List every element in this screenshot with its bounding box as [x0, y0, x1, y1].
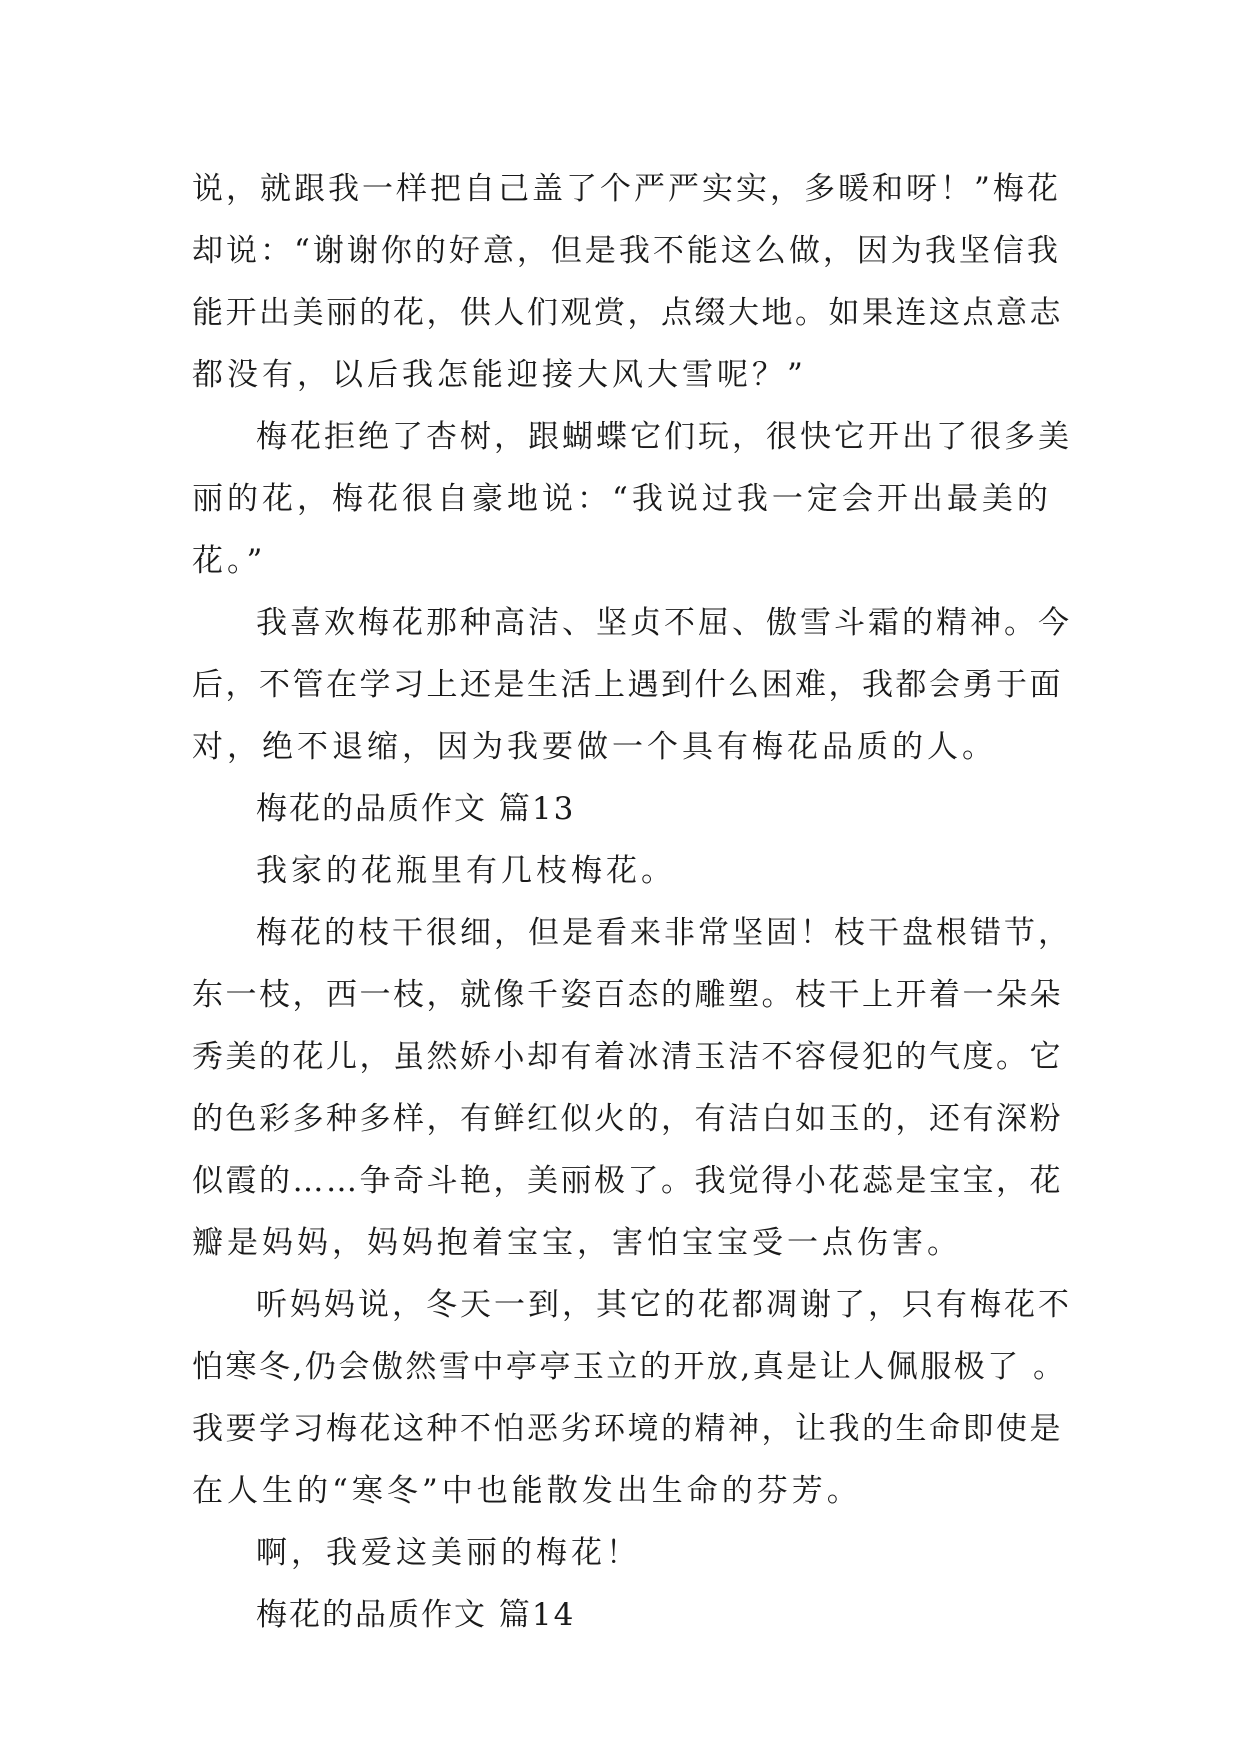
text-line: 瓣是妈妈，妈妈抱着宝宝，害怕宝宝受一点伤害。 [192, 1225, 962, 1261]
text-line: 都没有，以后我怎能迎接大风大雪呢？” [192, 357, 807, 393]
text-line: 能开出美丽的花，供人们观赏，点缀大地。如果连这点意志 [192, 295, 1063, 331]
text-line: 似霞的……争奇斗艳，美丽极了。我觉得小花蕊是宝宝，花 [192, 1163, 1063, 1199]
text-line: 秀美的花儿，虽然娇小却有着冰清玉洁不容侵犯的气度。它 [192, 1039, 1063, 1075]
text-line: 的色彩多种多样，有鲜红似火的，有洁白如玉的，还有深粉 [192, 1101, 1063, 1137]
paragraph-start-line: 梅花拒绝了杏树，跟蝴蝶它们玩，很快它开出了很多美 [256, 419, 1072, 455]
text-line: 对，绝不退缩，因为我要做一个具有梅花品质的人。 [192, 729, 997, 765]
paragraph-start-line: 梅花的枝干很细，但是看来非常坚固！枝干盘根错节， [256, 915, 1072, 951]
paragraph-start-line: 听妈妈说，冬天一到，其它的花都凋谢了，只有梅花不 [256, 1287, 1072, 1323]
text-line: 怕寒冬,仍会傲然雪中亭亭玉立的开放,真是让人佩服极了 。 [192, 1349, 1067, 1385]
text-line: 后，不管在学习上还是生活上遇到什么困难，我都会勇于面 [192, 667, 1063, 703]
text-line: 丽的花，梅花很自豪地说：“我说过我一定会开出最美的 [192, 481, 1052, 517]
text-line: 却说：“谢谢你的好意，但是我不能这么做，因为我坚信我 [192, 233, 1061, 269]
paragraph-start-line: 啊，我爱这美丽的梅花！ [256, 1535, 641, 1571]
section-heading: 梅花的品质作文 篇13 [256, 791, 576, 827]
text-line: 花。” [192, 543, 267, 579]
text-line: 在人生的“寒冬”中也能散发出生命的芬芳。 [192, 1473, 862, 1509]
paragraph-start-line: 我喜欢梅花那种高洁、坚贞不屈、傲雪斗霜的精神。今 [256, 605, 1072, 641]
section-heading: 梅花的品质作文 篇14 [256, 1597, 576, 1633]
text-line: 说，就跟我一样把自己盖了个严严实实，多暖和呀！”梅花 [192, 171, 1061, 207]
paragraph-start-line: 我家的花瓶里有几枝梅花。 [256, 853, 676, 889]
text-line: 我要学习梅花这种不怕恶劣环境的精神，让我的生命即使是 [192, 1411, 1063, 1447]
text-line: 东一枝，西一枝，就像千姿百态的雕塑。枝干上开着一朵朵 [192, 977, 1063, 1013]
article-body [192, 158, 1072, 1646]
